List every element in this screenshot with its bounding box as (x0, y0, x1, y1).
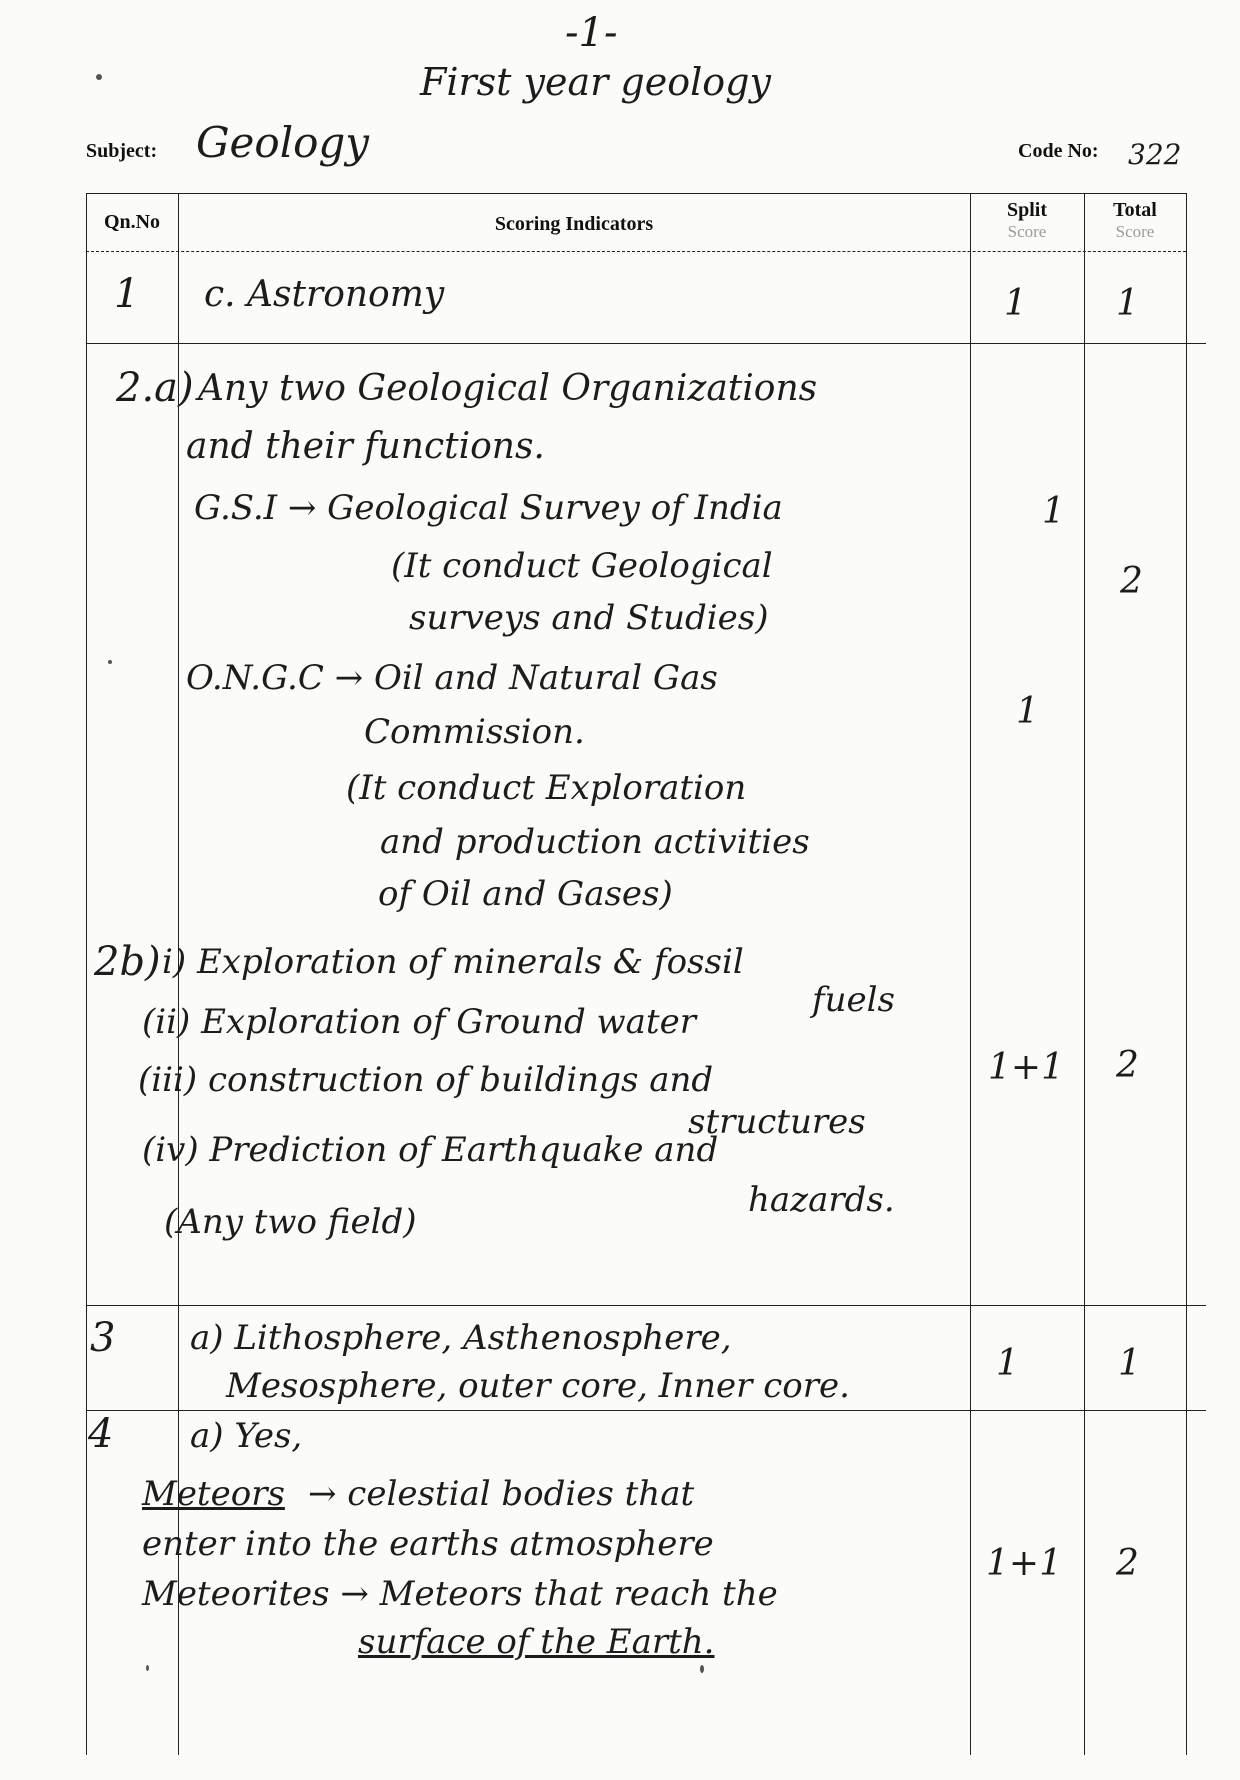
page-subtitle: First year geology (420, 60, 771, 104)
q2a-line-2: and their functions. (186, 426, 545, 467)
scoring-table (86, 193, 1186, 1780)
row-divider-2 (86, 1305, 1206, 1306)
q2a-line-8: (It conduct Exploration (346, 768, 747, 808)
header-total-score (1084, 199, 1186, 242)
q4-total-score: 2 (1116, 1543, 1139, 1584)
table-border-left (86, 193, 87, 1755)
q1-total-score: 1 (1116, 283, 1139, 324)
q4-line-3: enter into the earths atmosphere (142, 1524, 714, 1564)
col-divider-total (1084, 193, 1085, 1755)
subject-label: Subject: (86, 140, 158, 162)
q2a-number: 2.a) (116, 365, 194, 411)
q4-line-5: surface of the Earth. (358, 1622, 715, 1662)
q2b-split-score: 1+1 (988, 1047, 1064, 1088)
header-total-score-label: Score (1115, 222, 1155, 241)
code-label: Code No: (1018, 140, 1099, 162)
q2b-total-score: 2 (1116, 1045, 1139, 1086)
q2b-number: 2b) (94, 939, 161, 985)
row-divider-1 (86, 343, 1206, 344)
q2a-line-4: (It conduct Geological (391, 546, 773, 586)
q2a-split-score-1: 1 (1042, 491, 1065, 532)
header-split-score-label: Score (1007, 222, 1047, 241)
subject-value: Geology (196, 118, 370, 167)
q2a-line-9: and production activities (380, 822, 810, 862)
q2b-line-1: i) Exploration of minerals & fossil (162, 942, 744, 982)
scan-speck (146, 1665, 149, 1671)
q4-line-2: → celestial bodies that (308, 1474, 695, 1514)
q2a-line-3: G.S.I → Geological Survey of India (194, 488, 783, 528)
q2b-line-5: structures (688, 1102, 866, 1142)
scan-speck (108, 660, 112, 664)
q3-split-score: 1 (996, 1343, 1019, 1384)
q2b-line-7: hazards. (748, 1180, 895, 1220)
scan-speck (700, 1665, 704, 1673)
header-qn-no: Qn.No (103, 211, 161, 233)
q2b-line-4: (iii) construction of buildings and (138, 1060, 714, 1100)
q4-line-1: a) Yes, (190, 1416, 303, 1456)
header-total-label: Total (1113, 199, 1157, 221)
table-border-top (86, 193, 1186, 194)
q2a-total-score: 2 (1120, 561, 1143, 602)
header-divider (86, 251, 1186, 252)
col-divider-split (970, 193, 971, 1755)
q2a-line-10: of Oil and Gases) (378, 874, 673, 914)
scan-speck (96, 74, 102, 80)
q2a-line-5: surveys and Studies) (409, 598, 769, 638)
page-number: -1- (565, 10, 618, 56)
q4-split-score: 1+1 (986, 1543, 1062, 1584)
header-scoring-indicators: Scoring Indicators (494, 213, 654, 235)
q1-split-score: 1 (1004, 283, 1027, 324)
q2b-line-2: fuels (812, 980, 895, 1020)
q3-line-1: a) Lithosphere, Asthenosphere, (190, 1318, 732, 1358)
table-border-right (1186, 193, 1187, 1755)
q1-number: 1 (114, 271, 140, 317)
q2b-line-3: (ii) Exploration of Ground water (142, 1002, 696, 1042)
header-split-label: Split (1006, 199, 1048, 221)
q2b-line-6: (iv) Prediction of Earthquake and (142, 1130, 719, 1170)
q3-number: 3 (90, 1315, 116, 1361)
q4-number: 4 (88, 1411, 114, 1457)
q2b-line-8: (Any two field) (164, 1202, 417, 1242)
q4-line-4: Meteorites → Meteors that reach the (142, 1574, 778, 1614)
q2a-line-1: Any two Geological Organizations (198, 368, 818, 409)
header-split-score (970, 199, 1084, 242)
code-value: 322 (1128, 138, 1182, 171)
q2a-split-score-2: 1 (1016, 691, 1039, 732)
q3-total-score: 1 (1118, 1343, 1141, 1384)
q4-term-meteors: Meteors (142, 1474, 285, 1514)
q2a-line-6: O.N.G.C → Oil and Natural Gas (186, 658, 718, 698)
row-divider-3 (86, 1410, 1206, 1411)
q2a-line-7: Commission. (364, 712, 585, 752)
q3-line-2: Mesosphere, outer core, Inner core. (226, 1366, 850, 1406)
q1-answer: c. Astronomy (204, 274, 445, 315)
